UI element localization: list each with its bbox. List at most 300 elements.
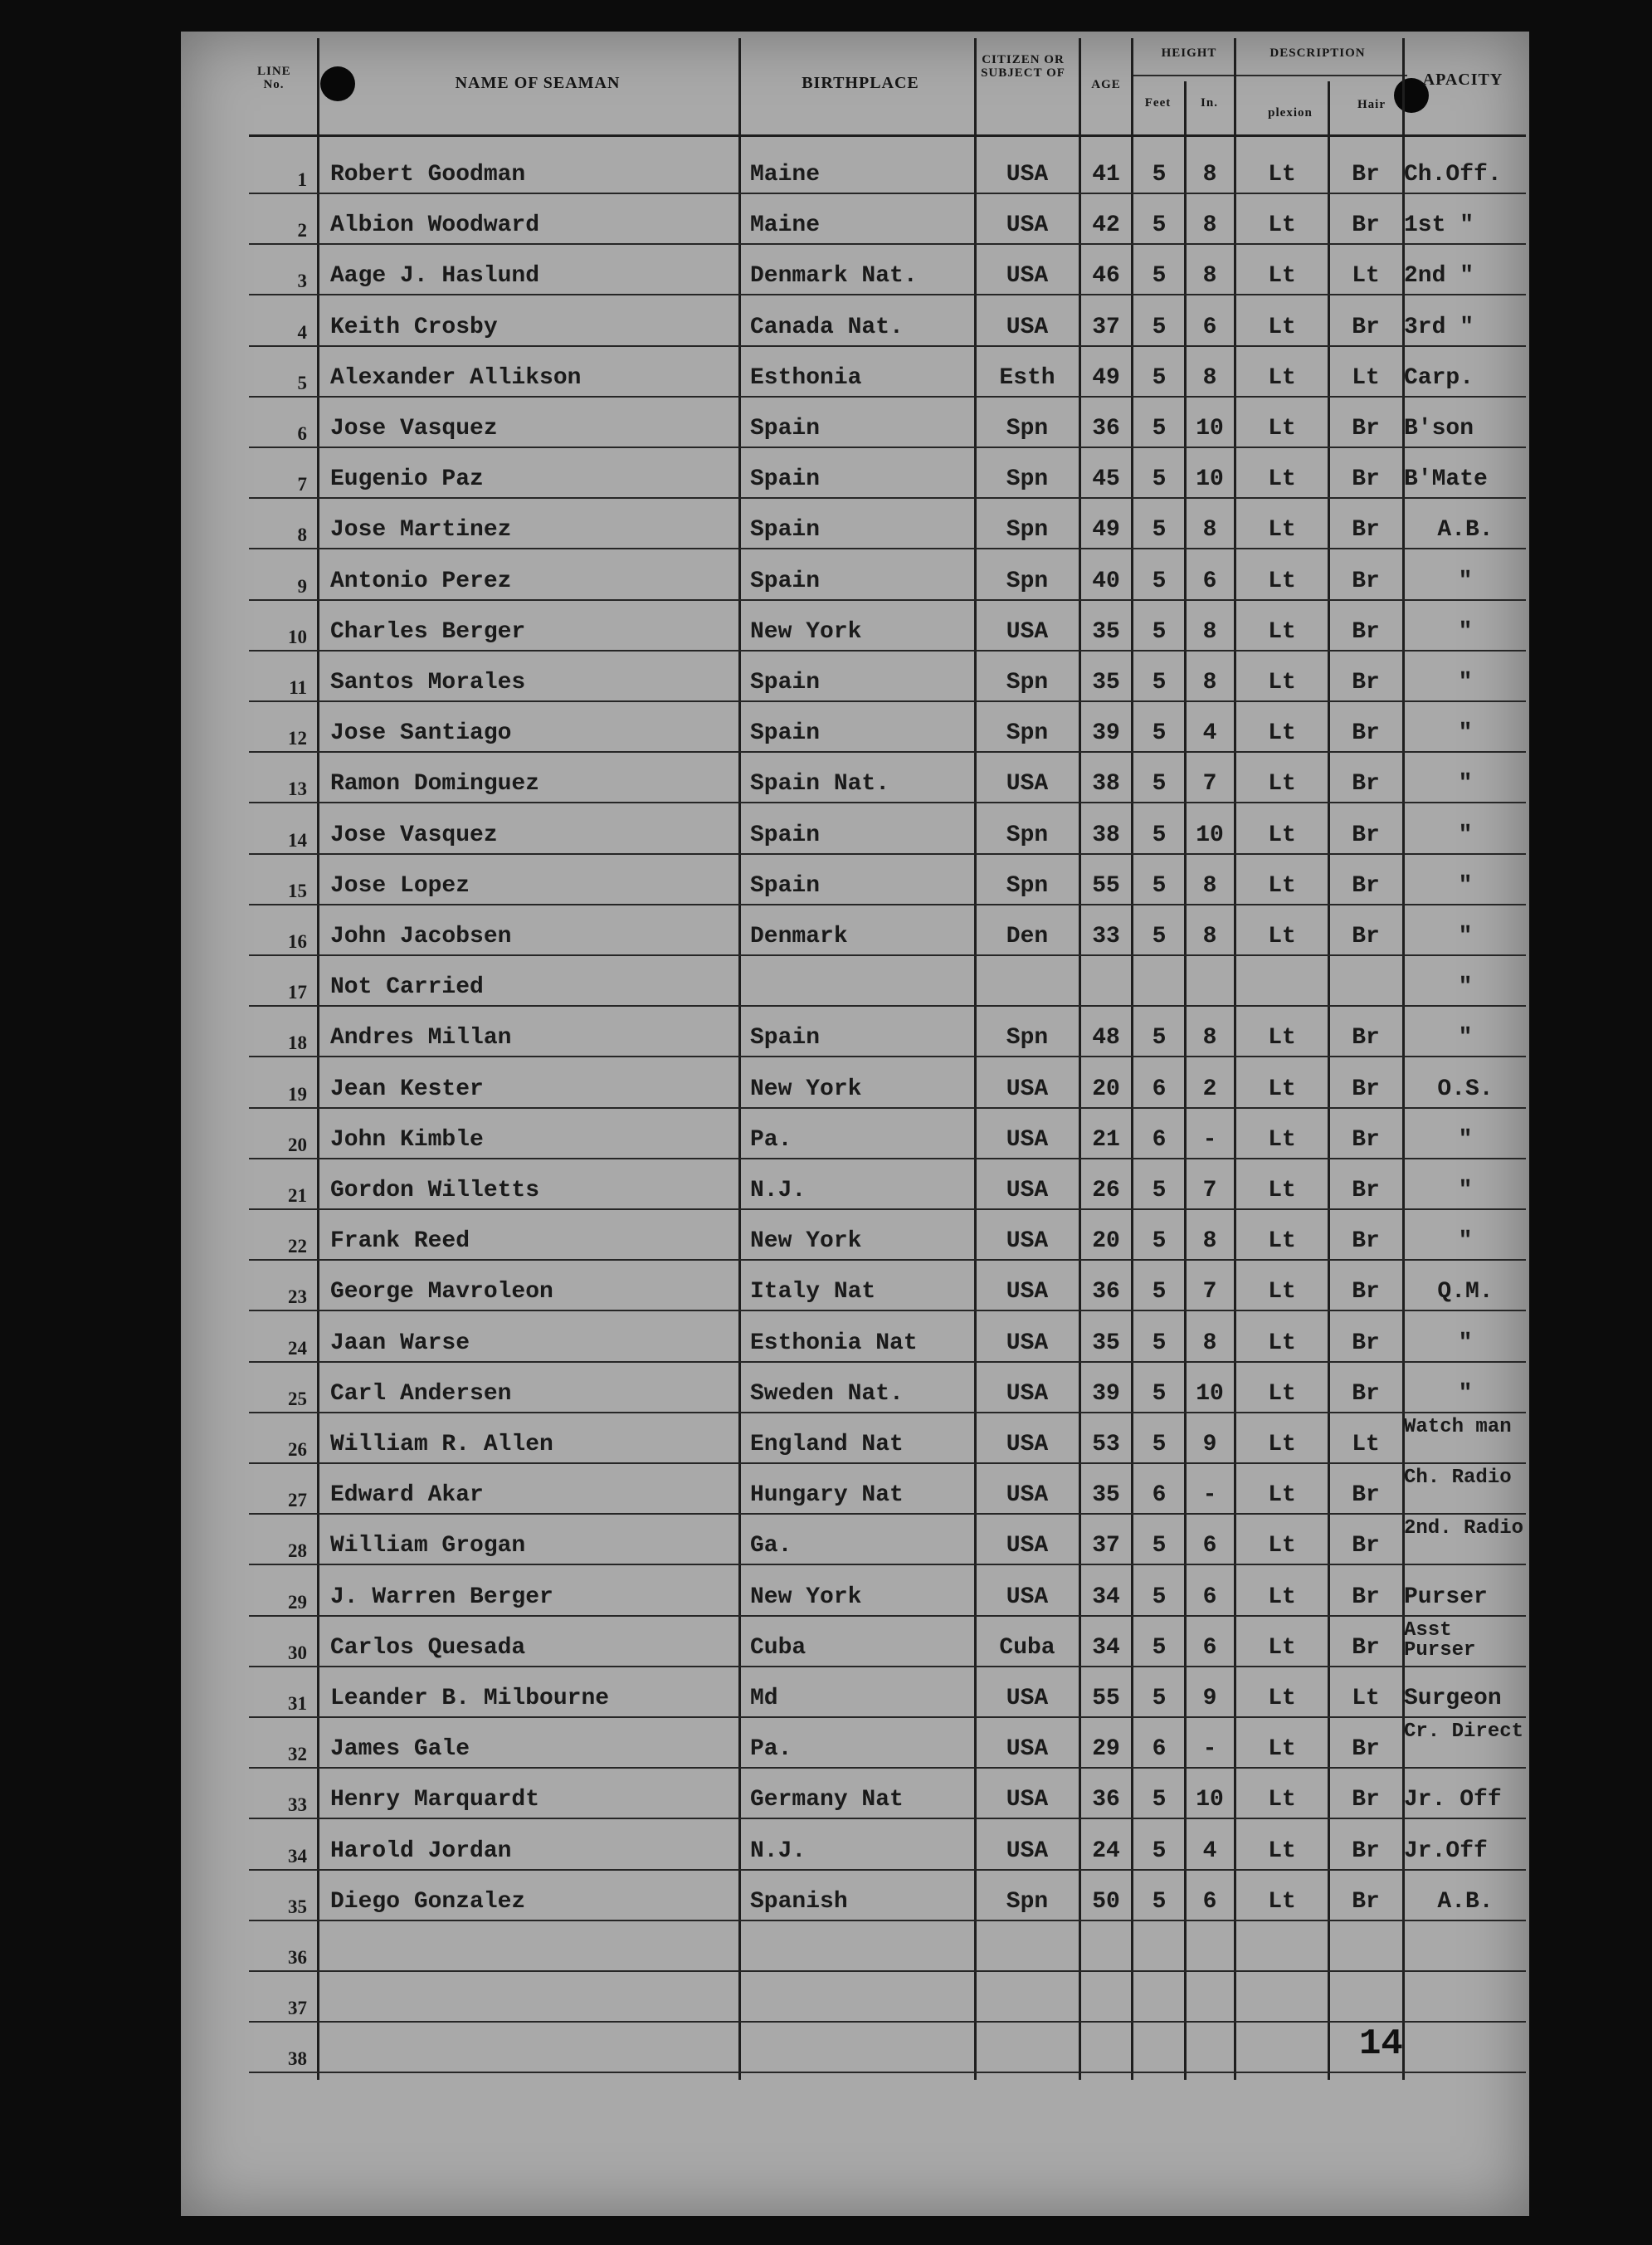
row-rule bbox=[249, 2021, 1526, 2023]
birthplace: Spain bbox=[750, 1025, 821, 1052]
line-number: 7 bbox=[297, 474, 307, 495]
height-feet: 5 bbox=[1152, 212, 1167, 239]
complexion: Lt bbox=[1268, 263, 1296, 290]
seaman-name: Jose Lopez bbox=[330, 872, 470, 899]
capacity: Jr.Off bbox=[1404, 1837, 1488, 1864]
line-number: 9 bbox=[297, 575, 307, 597]
age: 37 bbox=[1092, 1533, 1120, 1559]
capacity: " bbox=[1458, 1178, 1473, 1203]
birthplace: Spain bbox=[750, 517, 821, 544]
header-name: NAME OF SEAMAN bbox=[455, 74, 621, 92]
age: 49 bbox=[1092, 364, 1120, 391]
capacity: " bbox=[1458, 670, 1473, 695]
height-feet: 5 bbox=[1152, 1025, 1167, 1052]
capacity: " bbox=[1458, 618, 1473, 645]
height-inches: 8 bbox=[1202, 1228, 1217, 1255]
seaman-name: Alexander Allikson bbox=[330, 364, 582, 391]
line-number: 28 bbox=[288, 1540, 307, 1562]
seaman-name: Jose Vasquez bbox=[330, 416, 498, 442]
line-number: 10 bbox=[288, 626, 307, 647]
line-number: 20 bbox=[288, 1134, 307, 1155]
height-feet: 5 bbox=[1152, 1837, 1167, 1864]
citizenship: USA bbox=[1006, 1482, 1049, 1509]
capacity: 1st " bbox=[1404, 212, 1474, 239]
hair: Lt bbox=[1352, 1432, 1380, 1457]
height-feet: 5 bbox=[1152, 416, 1167, 442]
citizenship: USA bbox=[1006, 162, 1049, 188]
line-number: 23 bbox=[288, 1286, 307, 1308]
line-number: 6 bbox=[297, 423, 307, 444]
row-rule bbox=[249, 954, 1526, 956]
row-rule bbox=[249, 1564, 1526, 1565]
citizenship: Spn bbox=[1006, 568, 1049, 594]
row-rule bbox=[249, 497, 1526, 499]
hair: Lt bbox=[1352, 364, 1380, 391]
height-feet: 5 bbox=[1152, 364, 1167, 391]
line-number: 15 bbox=[288, 880, 307, 901]
complexion: Lt bbox=[1268, 1888, 1296, 1915]
age: 34 bbox=[1092, 1634, 1120, 1661]
birthplace: Spain bbox=[750, 466, 821, 493]
line-number: 33 bbox=[288, 1794, 307, 1816]
hair: Br bbox=[1352, 872, 1380, 899]
hair: Br bbox=[1352, 314, 1380, 340]
height-inches: - bbox=[1202, 1126, 1217, 1153]
birthplace: Italy Nat bbox=[750, 1279, 876, 1306]
row-rule bbox=[249, 1767, 1526, 1769]
height-feet: 5 bbox=[1152, 466, 1167, 493]
birthplace: New York bbox=[750, 1076, 862, 1102]
citizenship: USA bbox=[1006, 1837, 1049, 1864]
complexion: Lt bbox=[1268, 1279, 1296, 1306]
hair: Br bbox=[1352, 568, 1380, 594]
capacity: Ch.Off. bbox=[1404, 162, 1502, 188]
height-feet: 5 bbox=[1152, 1432, 1167, 1457]
header-age: AGE bbox=[1091, 78, 1121, 91]
citizenship: Spn bbox=[1006, 1888, 1049, 1915]
complexion: Lt bbox=[1268, 924, 1296, 949]
birthplace: Hungary Nat bbox=[750, 1482, 904, 1509]
seaman-name: Carlos Quesada bbox=[330, 1634, 526, 1661]
birthplace: New York bbox=[750, 1228, 862, 1255]
seaman-name: Carl Andersen bbox=[330, 1380, 512, 1407]
height-inches: 9 bbox=[1202, 1432, 1217, 1457]
height-feet: 5 bbox=[1152, 263, 1167, 290]
age: 20 bbox=[1092, 1076, 1120, 1102]
hair: Br bbox=[1352, 517, 1380, 544]
hair: Br bbox=[1352, 1584, 1380, 1610]
citizenship: Spn bbox=[1006, 670, 1049, 695]
birthplace: Spanish bbox=[750, 1888, 848, 1915]
citizenship: USA bbox=[1006, 1076, 1049, 1102]
complexion: Lt bbox=[1268, 1025, 1296, 1052]
seaman-name: Harold Jordan bbox=[330, 1837, 512, 1864]
hair: Br bbox=[1352, 1837, 1380, 1864]
line-number: 30 bbox=[288, 1642, 307, 1663]
hair: Br bbox=[1352, 1888, 1380, 1915]
height-feet: 5 bbox=[1152, 670, 1167, 695]
capacity: " bbox=[1458, 924, 1473, 949]
citizenship: Spn bbox=[1006, 720, 1049, 747]
birthplace: Spain bbox=[750, 822, 821, 848]
birthplace: Spain bbox=[750, 568, 821, 594]
line-number: 2 bbox=[297, 220, 307, 242]
hair: Br bbox=[1352, 822, 1380, 848]
citizenship: USA bbox=[1006, 263, 1049, 290]
seaman-name: J. Warren Berger bbox=[330, 1584, 553, 1610]
height-inches: 8 bbox=[1202, 517, 1217, 544]
seaman-name: Edward Akar bbox=[330, 1482, 484, 1509]
capacity: 2nd. Radio bbox=[1404, 1517, 1524, 1540]
hair: Br bbox=[1352, 1634, 1380, 1661]
height-inches: 6 bbox=[1202, 1888, 1217, 1915]
height-feet: 5 bbox=[1152, 1178, 1167, 1203]
citizenship: USA bbox=[1006, 212, 1049, 239]
capacity: " bbox=[1458, 1380, 1473, 1407]
age: 38 bbox=[1092, 771, 1120, 798]
seaman-name: Jose Santiago bbox=[330, 720, 512, 747]
seaman-name: John Kimble bbox=[330, 1126, 484, 1153]
seaman-name: Henry Marquardt bbox=[330, 1787, 540, 1813]
hair: Br bbox=[1352, 162, 1380, 188]
age: 35 bbox=[1092, 618, 1120, 645]
hair: Br bbox=[1352, 618, 1380, 645]
line-number: 18 bbox=[288, 1032, 307, 1054]
capacity: O.S. bbox=[1437, 1076, 1494, 1102]
seaman-name: William R. Allen bbox=[330, 1432, 553, 1457]
row-rule bbox=[249, 700, 1526, 702]
hair: Br bbox=[1352, 771, 1380, 798]
age: 35 bbox=[1092, 670, 1120, 695]
citizenship: Spn bbox=[1006, 416, 1049, 442]
hair: Br bbox=[1352, 1787, 1380, 1813]
seaman-name: Robert Goodman bbox=[330, 162, 526, 188]
birthplace: England Nat bbox=[750, 1432, 904, 1457]
line-number: 32 bbox=[288, 1744, 307, 1765]
complexion: Lt bbox=[1268, 1330, 1296, 1356]
seaman-name: Not Carried bbox=[330, 974, 484, 1001]
hair: Br bbox=[1352, 924, 1380, 949]
height-feet: 5 bbox=[1152, 1634, 1167, 1661]
birthplace: Md bbox=[750, 1686, 778, 1711]
capacity: 3rd " bbox=[1404, 314, 1474, 340]
age: 36 bbox=[1092, 416, 1120, 442]
line-number: 26 bbox=[288, 1439, 307, 1460]
birthplace: Spain bbox=[750, 416, 821, 442]
header-capacity: APACITY bbox=[1422, 71, 1503, 89]
age: 21 bbox=[1092, 1126, 1120, 1153]
row-rule bbox=[249, 802, 1526, 803]
seaman-name: Leander B. Milbourne bbox=[330, 1686, 610, 1711]
height-feet: 5 bbox=[1152, 1380, 1167, 1407]
complexion: Lt bbox=[1268, 1432, 1296, 1457]
height-feet: 5 bbox=[1152, 1330, 1167, 1356]
citizenship: USA bbox=[1006, 1279, 1049, 1306]
capacity: Q.M. bbox=[1437, 1279, 1494, 1306]
capacity: " bbox=[1458, 1330, 1473, 1356]
row-rule bbox=[249, 396, 1526, 398]
height-inches: - bbox=[1202, 1736, 1217, 1763]
birthplace: Maine bbox=[750, 212, 821, 239]
hair: Br bbox=[1352, 1025, 1380, 1052]
capacity: " bbox=[1458, 872, 1473, 899]
citizenship: USA bbox=[1006, 1736, 1049, 1763]
citizenship: USA bbox=[1006, 1686, 1049, 1711]
line-number: 21 bbox=[288, 1185, 307, 1206]
birthplace: Sweden Nat. bbox=[750, 1380, 904, 1407]
seaman-name: Eugenio Paz bbox=[330, 466, 484, 493]
hair: Lt bbox=[1352, 1686, 1380, 1711]
age: 33 bbox=[1092, 924, 1120, 949]
citizenship: Den bbox=[1006, 924, 1049, 949]
complexion: Lt bbox=[1268, 1837, 1296, 1864]
line-number: 8 bbox=[297, 525, 307, 546]
height-inches: 6 bbox=[1202, 1584, 1217, 1610]
row-rule bbox=[249, 1005, 1526, 1007]
seaman-name: Aage J. Haslund bbox=[330, 263, 540, 290]
capacity: " bbox=[1458, 720, 1473, 747]
row-rule bbox=[249, 1666, 1526, 1667]
citizenship: USA bbox=[1006, 1533, 1049, 1559]
citizenship: USA bbox=[1006, 1380, 1049, 1407]
height-inches: 8 bbox=[1202, 212, 1217, 239]
birthplace: Cuba bbox=[750, 1634, 807, 1661]
seaman-name: Jose Martinez bbox=[330, 517, 512, 544]
height-feet: 5 bbox=[1152, 872, 1167, 899]
hair: Br bbox=[1352, 1533, 1380, 1559]
age: 42 bbox=[1092, 212, 1120, 239]
capacity: Ch. Radio bbox=[1404, 1467, 1512, 1490]
header-birthplace: BIRTHPLACE bbox=[802, 74, 919, 92]
complexion: Lt bbox=[1268, 1380, 1296, 1407]
complexion: Lt bbox=[1268, 162, 1296, 188]
height-inches: 6 bbox=[1202, 1634, 1217, 1661]
complexion: Lt bbox=[1268, 1076, 1296, 1102]
citizenship: Spn bbox=[1006, 872, 1049, 899]
birthplace: New York bbox=[750, 1584, 862, 1610]
complexion: Lt bbox=[1268, 1482, 1296, 1509]
age: 35 bbox=[1092, 1482, 1120, 1509]
header-hair: Hair bbox=[1357, 98, 1386, 111]
citizenship: USA bbox=[1006, 1787, 1049, 1813]
capacity: " bbox=[1458, 1228, 1473, 1255]
age: 41 bbox=[1092, 162, 1120, 188]
seaman-name: Jaan Warse bbox=[330, 1330, 470, 1356]
citizenship: Spn bbox=[1006, 517, 1049, 544]
line-number: 13 bbox=[288, 778, 307, 800]
row-rule bbox=[249, 1716, 1526, 1718]
line-number: 1 bbox=[297, 169, 307, 190]
height-inches: 7 bbox=[1202, 1178, 1217, 1203]
citizenship: USA bbox=[1006, 1330, 1049, 1356]
line-number: 35 bbox=[288, 1896, 307, 1917]
capacity: Asst Purser bbox=[1404, 1618, 1476, 1662]
hair: Br bbox=[1352, 1279, 1380, 1306]
row-rule bbox=[249, 1259, 1526, 1261]
complexion: Lt bbox=[1268, 1228, 1296, 1255]
height-inches: 8 bbox=[1202, 1330, 1217, 1356]
complexion: Lt bbox=[1268, 416, 1296, 442]
seaman-name: John Jacobsen bbox=[330, 924, 512, 949]
height-inches: 8 bbox=[1202, 263, 1217, 290]
row-rule bbox=[249, 447, 1526, 448]
height-inches: 6 bbox=[1202, 568, 1217, 594]
height-feet: 5 bbox=[1152, 771, 1167, 798]
height-inches: 8 bbox=[1202, 162, 1217, 188]
age: 45 bbox=[1092, 466, 1120, 493]
hair: Br bbox=[1352, 416, 1380, 442]
hair: Br bbox=[1352, 1380, 1380, 1407]
height-feet: 5 bbox=[1152, 1533, 1167, 1559]
row-rule bbox=[249, 1412, 1526, 1413]
age: 53 bbox=[1092, 1432, 1120, 1457]
birthplace: New York bbox=[750, 618, 862, 645]
citizenship: USA bbox=[1006, 1584, 1049, 1610]
line-number: 27 bbox=[288, 1490, 307, 1511]
age: 36 bbox=[1092, 1279, 1120, 1306]
height-feet: 5 bbox=[1152, 1888, 1167, 1915]
row-rule bbox=[249, 751, 1526, 753]
seaman-name: James Gale bbox=[330, 1736, 470, 1763]
age: 46 bbox=[1092, 263, 1120, 290]
line-number: 31 bbox=[288, 1693, 307, 1714]
line-number: 11 bbox=[289, 677, 307, 698]
line-number: 22 bbox=[288, 1236, 307, 1257]
line-number: 25 bbox=[288, 1388, 307, 1409]
height-feet: 5 bbox=[1152, 314, 1167, 340]
height-feet: 5 bbox=[1152, 162, 1167, 188]
row-rule bbox=[249, 599, 1526, 601]
line-number: 38 bbox=[288, 2048, 307, 2070]
birthplace: Ga. bbox=[750, 1533, 792, 1559]
line-number: 19 bbox=[288, 1083, 307, 1105]
birthplace: N.J. bbox=[750, 1178, 807, 1203]
age: 20 bbox=[1092, 1228, 1120, 1255]
age: 35 bbox=[1092, 1330, 1120, 1356]
seaman-name: Jean Kester bbox=[330, 1076, 484, 1102]
hair: Br bbox=[1352, 1736, 1380, 1763]
height-feet: 5 bbox=[1152, 1686, 1167, 1711]
row-rule bbox=[249, 1056, 1526, 1057]
height-inches: 8 bbox=[1202, 924, 1217, 949]
hair: Br bbox=[1352, 1126, 1380, 1153]
citizenship: Spn bbox=[1006, 822, 1049, 848]
age: 36 bbox=[1092, 1787, 1120, 1813]
seaman-name: Ramon Dominguez bbox=[330, 771, 540, 798]
complexion: Lt bbox=[1268, 1736, 1296, 1763]
complexion: Lt bbox=[1268, 1126, 1296, 1153]
height-feet: 6 bbox=[1152, 1126, 1167, 1153]
capacity: Jr. Off bbox=[1404, 1787, 1502, 1813]
row-rule bbox=[249, 294, 1526, 295]
height-feet: 5 bbox=[1152, 822, 1167, 848]
complexion: Lt bbox=[1268, 1533, 1296, 1559]
hair: Br bbox=[1352, 670, 1380, 695]
row-rule bbox=[249, 650, 1526, 652]
height-inches: 7 bbox=[1202, 771, 1217, 798]
seaman-name: George Mavroleon bbox=[330, 1279, 553, 1306]
age: 37 bbox=[1092, 314, 1120, 340]
capacity: " bbox=[1458, 1126, 1473, 1153]
capacity: A.B. bbox=[1437, 517, 1494, 544]
capacity: " bbox=[1458, 822, 1473, 848]
height-inches: 8 bbox=[1202, 618, 1217, 645]
age: 38 bbox=[1092, 822, 1120, 848]
birthplace: Spain bbox=[750, 872, 821, 899]
row-rule bbox=[249, 853, 1526, 855]
row-rule bbox=[249, 193, 1526, 194]
height-inches: 8 bbox=[1202, 872, 1217, 899]
capacity: " bbox=[1458, 1025, 1473, 1052]
height-feet: 6 bbox=[1152, 1482, 1167, 1509]
complexion: Lt bbox=[1268, 872, 1296, 899]
line-number: 14 bbox=[288, 829, 307, 851]
hair: Br bbox=[1352, 720, 1380, 747]
complexion: Lt bbox=[1268, 1634, 1296, 1661]
age: 26 bbox=[1092, 1178, 1120, 1203]
height-inches: 8 bbox=[1202, 1025, 1217, 1052]
complexion: Lt bbox=[1268, 670, 1296, 695]
citizenship: USA bbox=[1006, 314, 1049, 340]
capacity: 2nd " bbox=[1404, 263, 1474, 290]
punch-hole-left bbox=[320, 66, 355, 101]
capacity: Cr. Direct bbox=[1404, 1720, 1524, 1744]
line-number: 34 bbox=[288, 1845, 307, 1867]
seaman-name: Frank Reed bbox=[330, 1228, 470, 1255]
age: 40 bbox=[1092, 568, 1120, 594]
line-number: 24 bbox=[288, 1337, 307, 1359]
citizenship: USA bbox=[1006, 1432, 1049, 1457]
height-feet: 5 bbox=[1152, 517, 1167, 544]
row-rule bbox=[249, 548, 1526, 549]
header-complexion: plexion bbox=[1268, 106, 1313, 120]
age: 50 bbox=[1092, 1888, 1120, 1915]
capacity: " bbox=[1458, 974, 1473, 1001]
line-number: 3 bbox=[297, 271, 307, 292]
row-rule bbox=[249, 1107, 1526, 1109]
row-rule bbox=[249, 1310, 1526, 1311]
birthplace: N.J. bbox=[750, 1837, 807, 1864]
capacity: Watch man bbox=[1404, 1416, 1512, 1438]
page-number: 14 bbox=[1359, 2023, 1403, 2065]
birthplace: Denmark Nat. bbox=[750, 263, 918, 290]
height-inches: 10 bbox=[1196, 466, 1224, 493]
age: 24 bbox=[1092, 1837, 1120, 1864]
row-rule bbox=[249, 904, 1526, 905]
crew-list-page bbox=[181, 32, 1529, 2216]
row-rule bbox=[249, 1158, 1526, 1159]
row-rule bbox=[249, 1208, 1526, 1210]
hair: Br bbox=[1352, 1482, 1380, 1509]
height-inches: 6 bbox=[1202, 314, 1217, 340]
age: 39 bbox=[1092, 720, 1120, 747]
seaman-name: Diego Gonzalez bbox=[330, 1888, 526, 1915]
row-rule bbox=[249, 345, 1526, 347]
header-feet: Feet bbox=[1144, 96, 1172, 110]
birthplace: Spain Nat. bbox=[750, 771, 890, 798]
capacity: A.B. bbox=[1437, 1888, 1494, 1915]
citizenship: Spn bbox=[1006, 466, 1049, 493]
hair: Br bbox=[1352, 1330, 1380, 1356]
complexion: Lt bbox=[1268, 568, 1296, 594]
line-number: 36 bbox=[288, 1947, 307, 1968]
seaman-name: Albion Woodward bbox=[330, 212, 540, 239]
height-feet: 6 bbox=[1152, 1736, 1167, 1763]
birthplace: Canada Nat. bbox=[750, 314, 904, 340]
row-rule bbox=[249, 1869, 1526, 1871]
height-feet: 5 bbox=[1152, 1279, 1167, 1306]
capacity: Carp. bbox=[1404, 364, 1474, 391]
